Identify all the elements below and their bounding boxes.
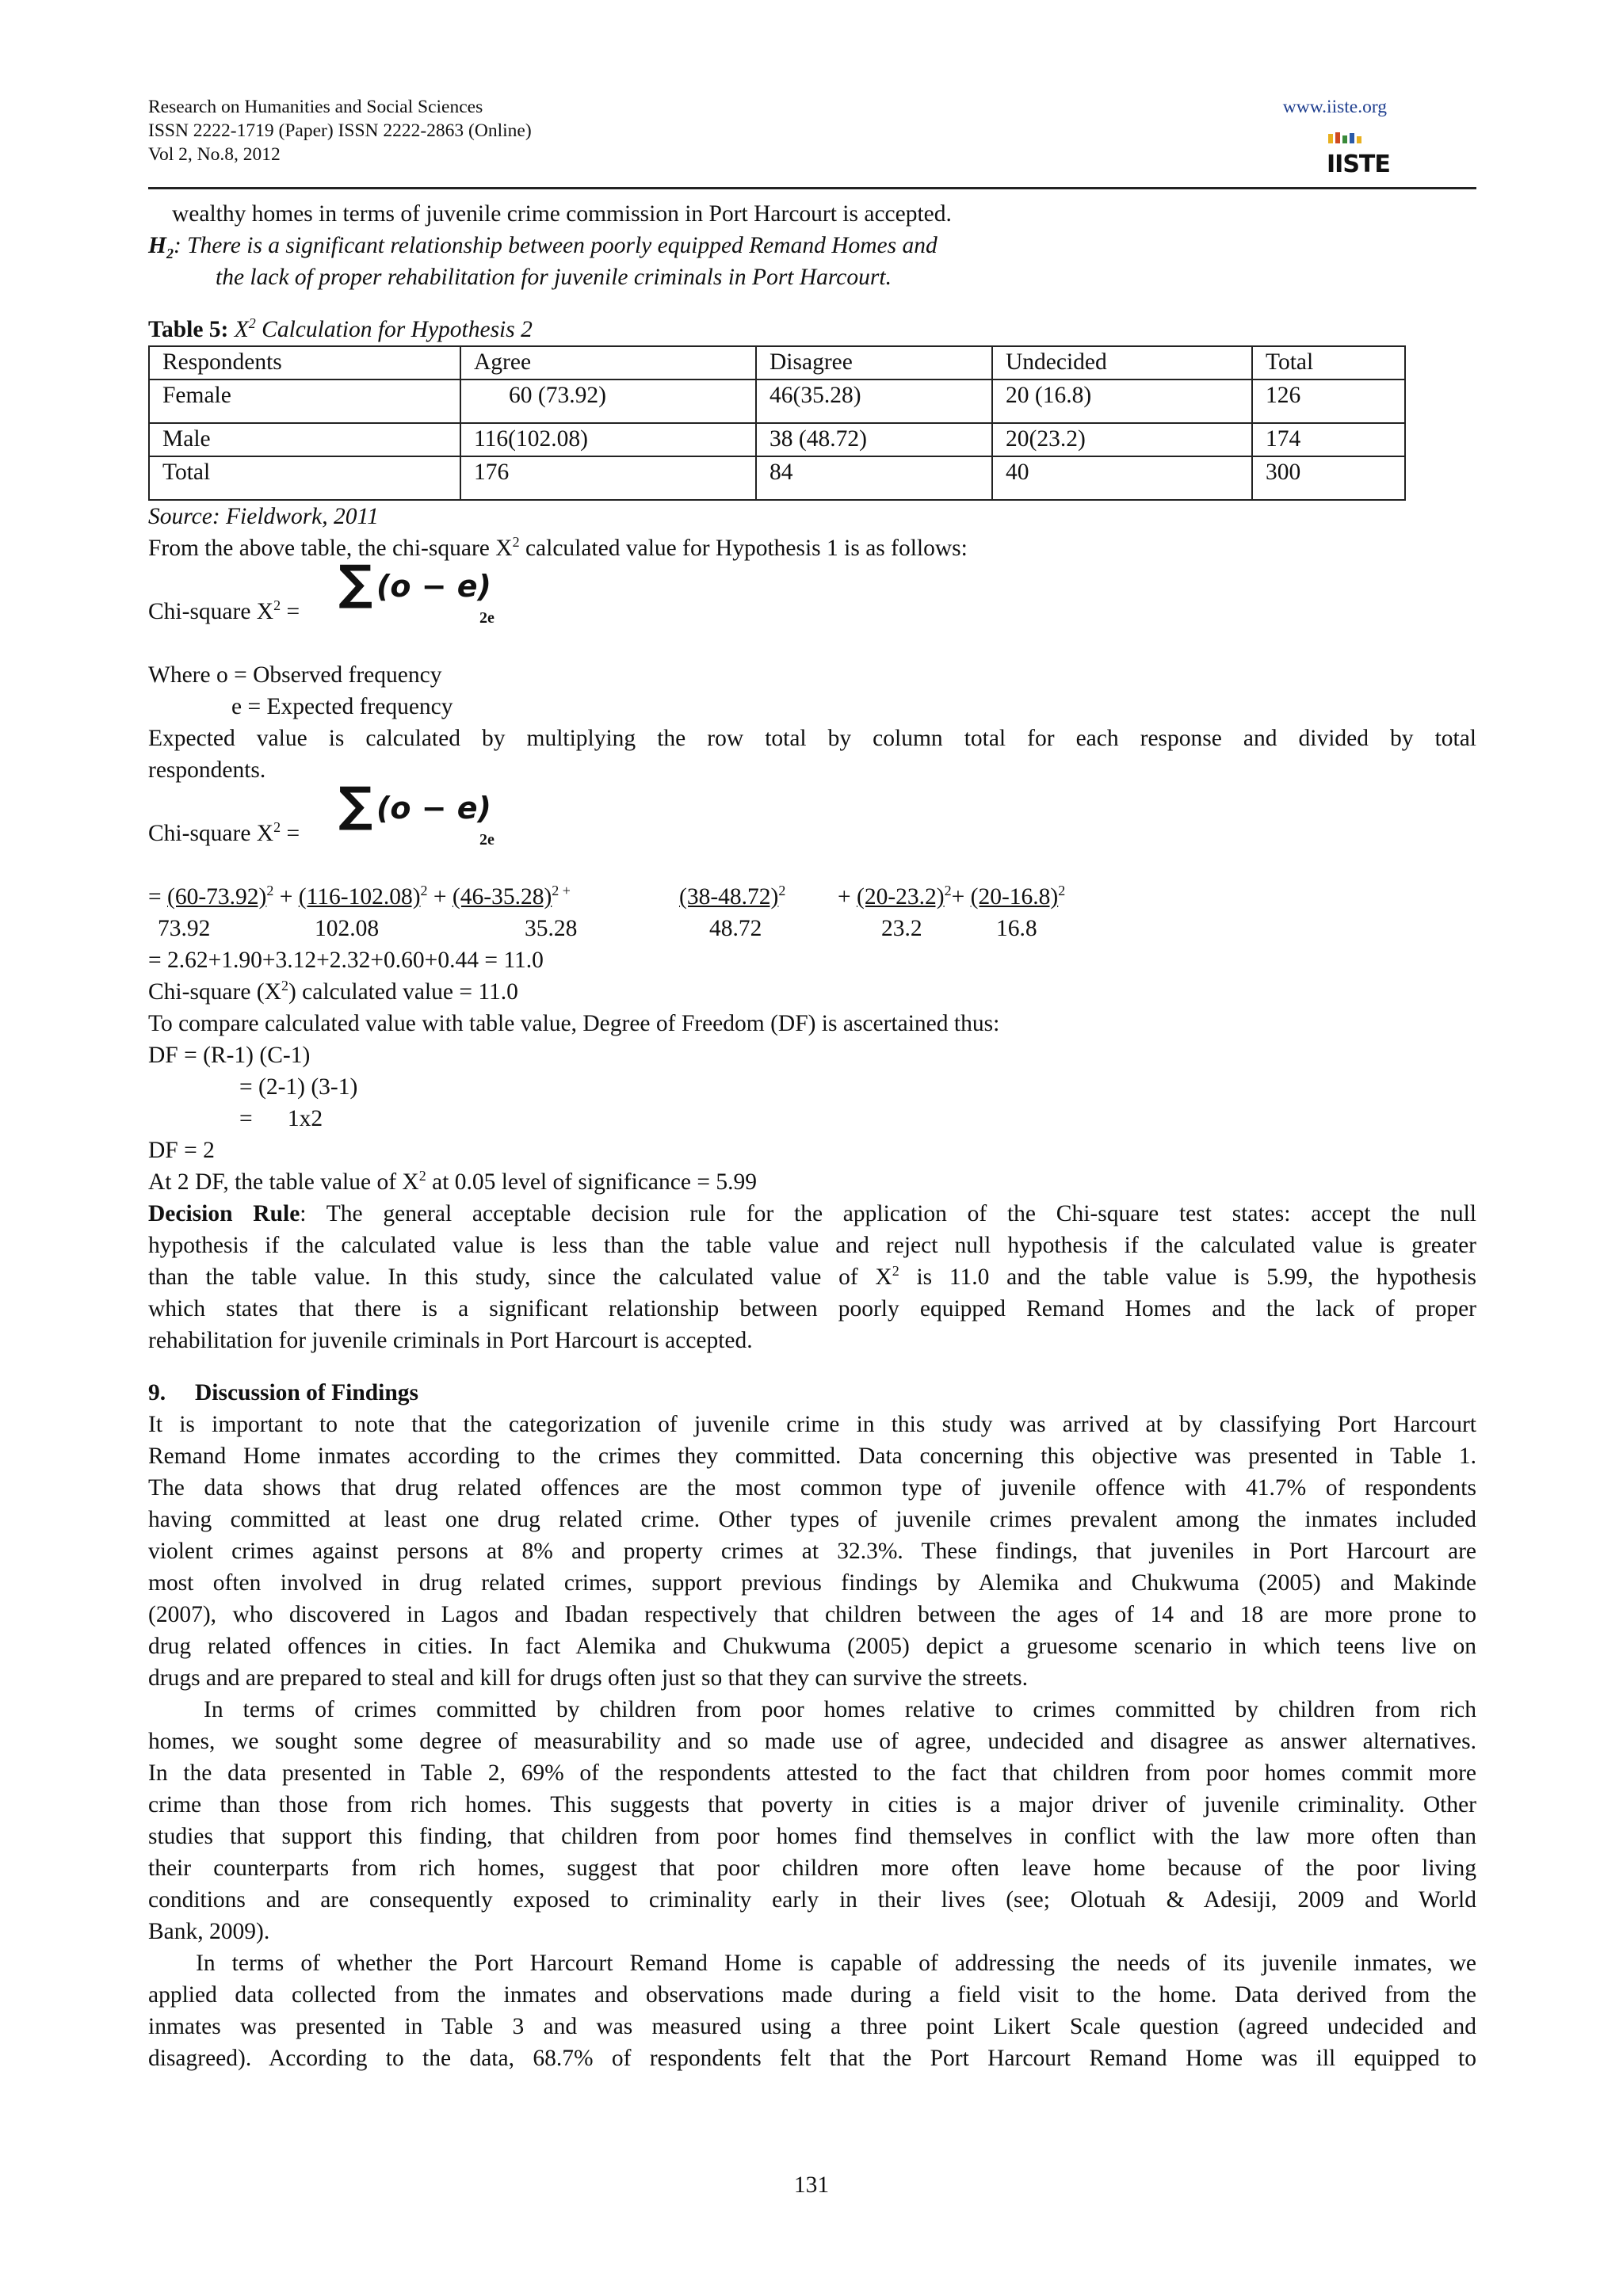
paragraph-line: In terms of whether the Port Harcourt Remand Home is capable of addressing the needs of its juvenile inmates, we <box>196 1951 1476 1976</box>
where-observed: Where o = Observed frequency <box>148 662 442 688</box>
term-denominator: 16.8 <box>996 916 1037 941</box>
decision-rule-line: Decision Rule: The general acceptable decision rule for the application of the Chi-square test states: accept the null <box>148 1201 1476 1226</box>
table-header-cell: Total <box>1252 346 1405 379</box>
chi-square-formula-2 <box>148 777 1476 849</box>
paragraph-line: inmates was presented in Table 3 and was measured using a three point Likert Scale question (agreed undecided and <box>148 2014 1476 2039</box>
decision-rule-line: rehabilitation for juvenile criminals in Port Harcourt is accepted. <box>148 1328 753 1353</box>
sum-line: = 2.62+1.90+3.12+2.32+0.60+0.44 = 11.0 <box>148 948 544 973</box>
svg-text:IISTE: IISTE <box>1327 151 1390 178</box>
paragraph-line: having committed at least one drug related crime. Other types of juvenile crimes prevalent among the inmates included <box>148 1507 1476 1532</box>
table-cell: 60 (73.92) <box>460 379 756 423</box>
expansion-numerators: = $(60-73.92)^2 + (116-102.08)^2 + (46-35.28)^{2 +}$ $(38-48.72)^2$ + $(20-23.2)^2+ (20-16.8)^2$ <box>148 883 1066 910</box>
journal-issn: ISSN 2222-1719 (Paper) ISSN 2222-2863 (Online) <box>148 120 532 141</box>
sigma-symbol: ∑ <box>338 777 373 833</box>
hypothesis-2: $H_2$: There is a significant relationship between poorly equipped Remand Homes and <box>148 233 938 261</box>
table-cell: 116(102.08) <box>460 423 756 456</box>
formula-denominator: 2e <box>479 831 495 849</box>
table-row <box>149 456 1405 500</box>
df-intro: To compare calculated value with table value, Degree of Freedom (DF) is ascertained thus: <box>148 1011 1000 1036</box>
decision-rule-line: hypothesis if the calculated value is less than the table value and reject null hypothesis if the calculated value is greater <box>148 1233 1476 1258</box>
decision-rule-line: which states that there is a significant relationship between poorly equipped Remand Homes and the lack of proper <box>148 1296 1476 1322</box>
paragraph-line: studies that support this finding, that children from poor homes find themselves in conflict with the law more often than <box>148 1824 1476 1849</box>
paragraph-line: In the data presented in Table 2, 69% of the respondents attested to the fact that children from poor homes commit more <box>148 1760 1476 1786</box>
journal-title: Research on Humanities and Social Sciences <box>148 97 483 117</box>
table-header-cell: Undecided <box>992 346 1252 379</box>
table-cell: 176 <box>460 456 756 500</box>
table-header-cell: Disagree <box>756 346 992 379</box>
term-denominator: 102.08 <box>315 916 380 941</box>
table-value-line: At 2 DF, the table value of $X^2$ at 0.05 level of significance = 5.99 <box>148 1168 757 1195</box>
paragraph-line: (2007), who discovered in Lagos and Ibadan respectively that children between the ages of 14 and 18 are more prone to <box>148 1602 1476 1627</box>
expansion-denominators <box>148 913 1476 944</box>
table-cell: 174 <box>1252 423 1405 456</box>
df-result: DF = 2 <box>148 1138 215 1163</box>
term-numerator: (46-35.28) <box>452 884 552 910</box>
hypothesis-2-cont: the lack of proper rehabilitation for juvenile criminals in Port Harcourt. <box>216 265 892 290</box>
decision-rule-line: than the table value. In this study, since the calculated value of $X^2$ is 11.0 and the table value is 5.99, the hypothesis <box>148 1263 1476 1290</box>
paragraph-line: disagreed). According to the data, 68.7% of respondents felt that the Port Harcourt Remand Home was ill equipped to <box>148 2046 1476 2071</box>
table-cell: 300 <box>1252 456 1405 500</box>
table-header-row <box>149 346 1405 379</box>
table-cell: 84 <box>756 456 992 500</box>
formula-denominator: 2e <box>479 609 495 627</box>
paragraph-line: homes, we sought some degree of measurability and so made use of agree, undecided and disagree as answer alternatives. <box>148 1729 1476 1754</box>
table-cell: 46(35.28) <box>756 379 992 423</box>
section-heading: 9. Discussion of Findings <box>148 1380 418 1405</box>
term-numerator: (38-48.72) <box>679 884 779 910</box>
table-cell: Total <box>149 456 460 500</box>
term-numerator: (60-73.92) <box>167 884 267 910</box>
paragraph-line: violent crimes against persons at 8% and property crimes at 32.3%. These findings, that juveniles in Port Harcourt are <box>148 1539 1476 1564</box>
paragraph-line: conditions and are consequently exposed to criminality early in their lives (see; Olotuah & Adesiji, 2009 and World <box>148 1887 1476 1913</box>
paragraph-line: their counterparts from rich homes, suggest that poor children more often leave home because of the poor living <box>148 1855 1476 1881</box>
table-source: Source: Fieldwork, 2011 <box>148 504 379 529</box>
expected-line: Expected value is calculated by multiplying the row total by column total for each response and divided by total <box>148 726 1476 751</box>
table-cell: Female <box>149 379 460 423</box>
table-5 <box>148 345 1406 501</box>
paragraph-line: Remand Home inmates according to the crimes they committed. Data concerning this objective was presented in Table 1. <box>148 1444 1476 1469</box>
where-expected: e = Expected frequency <box>231 694 453 719</box>
discussion-paragraph-3 <box>148 1947 1476 2074</box>
iiste-logo <box>1325 131 1390 178</box>
chi-square-label: Chi-square $X^2$ = <box>148 597 300 624</box>
paragraph-line: applied data collected from the inmates and observations made during a field visit to the home. Data derived from the <box>148 1982 1476 2008</box>
table-caption: Table 5: $X^2$ Calculation for Hypothesis 2 <box>148 315 533 342</box>
calc-intro: From the above table, the chi-square $X^2$ calculated value for Hypothesis 1 is as follows: <box>148 534 968 561</box>
table-header-cell: Respondents <box>149 346 460 379</box>
paragraph-line: most often involved in drug related crimes, support previous findings by Alemika and Chukwuma (2005) and Makinde <box>148 1570 1476 1596</box>
chi-square-label: Chi-square $X^2$ = <box>148 819 300 846</box>
table-row <box>149 379 1405 423</box>
header-rule <box>148 187 1476 189</box>
journal-header <box>148 95 532 166</box>
sigma-symbol: ∑ <box>338 555 373 611</box>
main-content <box>148 198 1476 2074</box>
term-numerator: (20-23.2) <box>857 884 945 910</box>
journal-volume: Vol 2, No.8, 2012 <box>148 144 281 165</box>
table-cell: 20 (16.8) <box>992 379 1252 423</box>
formula-numerator: (o − e) <box>376 791 491 826</box>
term-numerator: (20-16.8) <box>970 884 1059 910</box>
chi-square-formula <box>148 555 1476 627</box>
df-line: DF = (R-1) (C-1) <box>148 1043 311 1068</box>
table-cell: 40 <box>992 456 1252 500</box>
paragraph-line: drug related offences in cities. In fact Alemika and Chukwuma (2005) depict a gruesome scenario in which teens live on <box>148 1634 1476 1659</box>
table-row <box>149 423 1405 456</box>
discussion-paragraph-1 <box>148 1409 1476 1694</box>
paragraph-line: It is important to note that the categorization of juvenile crime in this study was arrived at by classifying Port Harcourt <box>148 1412 1476 1437</box>
df-line: = 1x2 <box>239 1106 323 1131</box>
intro-line: wealthy homes in terms of juvenile crime commission in Port Harcourt is accepted. <box>172 201 952 227</box>
discussion-paragraph-2 <box>148 1694 1476 1947</box>
table-cell: 20(23.2) <box>992 423 1252 456</box>
table-cell: 38 (48.72) <box>756 423 992 456</box>
page-number: 131 <box>793 2172 830 2198</box>
term-numerator: (116-102.08) <box>298 884 421 910</box>
term-denominator: 73.92 <box>158 916 211 941</box>
paragraph-line: The data shows that drug related offences are the most common type of juvenile offence with 41.7% of respondents <box>148 1475 1476 1501</box>
paragraph-line: Bank, 2009). <box>148 1919 270 1944</box>
df-line: = (2-1) (3-1) <box>239 1074 358 1100</box>
table-cell: Male <box>149 423 460 456</box>
term-denominator: 23.2 <box>881 916 922 941</box>
table-header-cell: Agree <box>460 346 756 379</box>
formula-numerator: (o − e) <box>376 569 491 604</box>
website-link[interactable]: www.iiste.org <box>1282 97 1387 117</box>
table-cell: 126 <box>1252 379 1405 423</box>
calculated-value: Chi-square $(X^2)$ calculated value = 11.0 <box>148 978 518 1005</box>
paragraph-line: In terms of crimes committed by children from poor homes relative to crimes committed by children from rich <box>204 1697 1476 1722</box>
term-denominator: 35.28 <box>525 916 578 941</box>
paragraph-line: drugs and are prepared to steal and kill for drugs often just so that they can survive the streets. <box>148 1665 1029 1691</box>
paragraph-line: crime than those from rich homes. This suggests that poverty in cities is a major driver of juvenile criminality. Other <box>148 1792 1476 1817</box>
term-denominator: 48.72 <box>709 916 762 941</box>
expected-line-end: respondents. <box>148 757 266 783</box>
